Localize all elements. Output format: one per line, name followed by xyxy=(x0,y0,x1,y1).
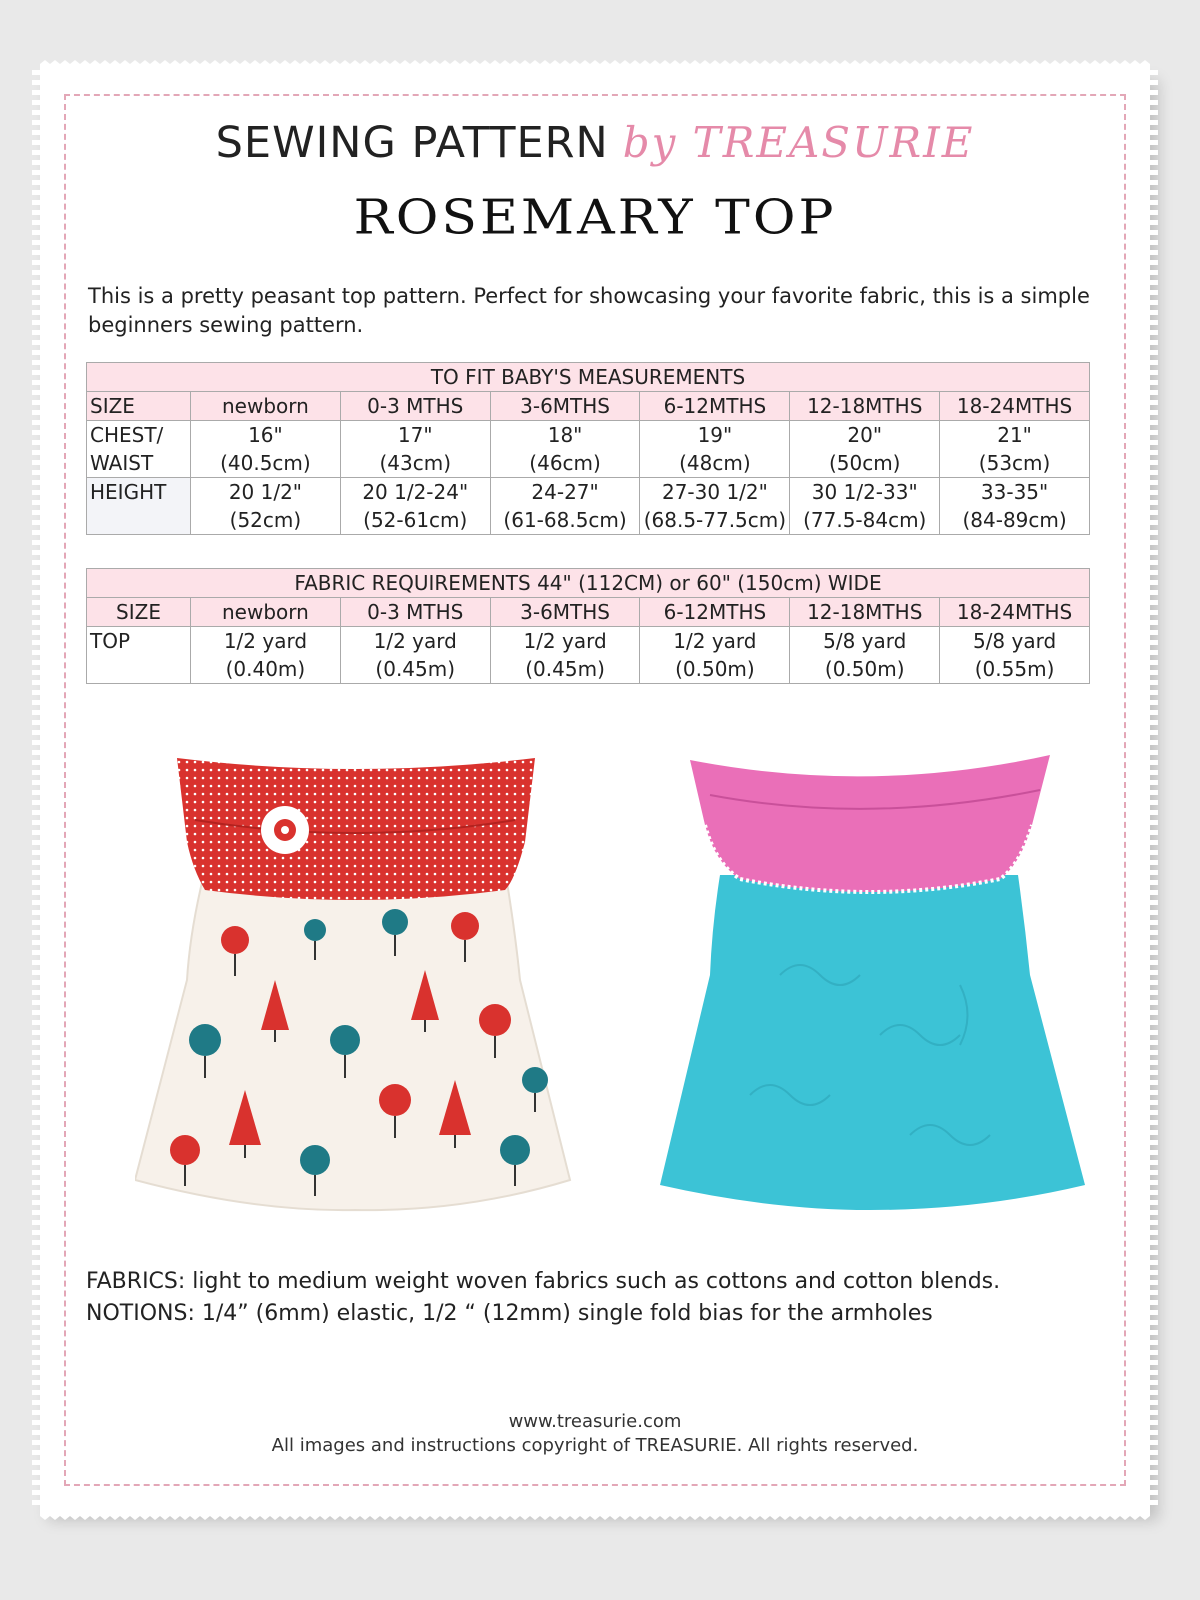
size-header: 18-24MTHS xyxy=(940,392,1090,421)
copyright-text: All images and instructions copyright of TREASURIE. All rights reserved. xyxy=(271,1435,919,1456)
top-row xyxy=(87,627,1090,684)
product-photos xyxy=(40,740,1150,1260)
row-label-line: WAIST xyxy=(90,451,154,475)
title-brand: by TREASURIE xyxy=(622,118,975,167)
cell-yard: 5/8 yard xyxy=(823,629,907,653)
cell-metre: (0.55m) xyxy=(974,657,1055,681)
size-header: 3-6MTHS xyxy=(490,598,640,627)
cell-inch: 16" xyxy=(248,423,283,447)
size-header: 6-12MTHS xyxy=(640,392,790,421)
stamp-edge-right xyxy=(1149,70,1158,1510)
fabric-title-row xyxy=(87,569,1090,598)
table-cell xyxy=(191,421,341,478)
cell-yard: 1/2 yard xyxy=(223,629,308,653)
table-cell xyxy=(640,627,790,684)
cell-cm: (77.5-84cm) xyxy=(803,508,927,532)
table-cell xyxy=(640,478,790,535)
cell-inch: 20" xyxy=(847,423,883,447)
size-header: newborn xyxy=(191,598,341,627)
table-cell xyxy=(790,421,940,478)
notions-note: NOTIONS: 1/4” (6mm) elastic, 1/2 “ (12mm) single fold bias for the armholes xyxy=(86,1301,933,1326)
row-label-height xyxy=(87,478,191,535)
row-label-chest-waist xyxy=(87,421,191,478)
table-cell xyxy=(340,478,490,535)
size-header: 18-24MTHS xyxy=(940,598,1090,627)
cell-inch: 21" xyxy=(997,423,1032,447)
cell-inch: 33-35" xyxy=(980,480,1049,504)
cell-inch: 20 1/2-24" xyxy=(362,480,469,504)
size-header: 3-6MTHS xyxy=(490,392,640,421)
table-cell xyxy=(340,627,490,684)
cell-cm: (68.5-77.5cm) xyxy=(643,508,787,532)
cell-inch: 24-27" xyxy=(531,480,599,504)
size-header: 0-3 MTHS xyxy=(340,392,490,421)
cell-cm: (52-61cm) xyxy=(363,508,468,532)
table-cell xyxy=(191,478,341,535)
pattern-card xyxy=(40,70,1150,1510)
fabric-title: FABRIC REQUIREMENTS 44" (112CM) or 60" (150cm) WIDE xyxy=(87,569,1090,598)
table-cell xyxy=(940,421,1090,478)
table-cell xyxy=(490,421,640,478)
row-label-line xyxy=(90,655,187,683)
size-header: newborn xyxy=(191,392,341,421)
product-name: ROSEMARY TOP xyxy=(353,190,837,246)
website-link[interactable]: www.treasurie.com xyxy=(508,1411,682,1432)
size-header: 12-18MTHS xyxy=(790,598,940,627)
cell-yard: 1/2 yard xyxy=(673,629,757,653)
cell-inch: 20 1/2" xyxy=(228,480,303,504)
turquoise-top-image xyxy=(660,755,1090,1215)
cell-cm: (40.5cm) xyxy=(220,451,311,475)
cell-metre: (0.45m) xyxy=(525,657,605,681)
cell-metre: (0.45m) xyxy=(375,657,456,681)
cell-inch: 18" xyxy=(547,423,583,447)
table-cell xyxy=(340,421,490,478)
fabric-size-row xyxy=(87,598,1090,627)
cell-cm: (46cm) xyxy=(529,451,601,475)
table-cell xyxy=(191,627,341,684)
cell-metre: (0.50m) xyxy=(675,657,755,681)
fabric-table xyxy=(86,568,1090,684)
stamp-edge-bottom xyxy=(40,1509,1150,1520)
measurements-table xyxy=(86,362,1090,535)
cell-yard: 5/8 yard xyxy=(972,629,1057,653)
cell-cm: (50cm) xyxy=(828,451,901,475)
row-label-line: CHEST/ xyxy=(90,423,164,447)
chest-waist-row xyxy=(87,421,1090,478)
red-print-top-image xyxy=(135,750,575,1230)
table-cell xyxy=(940,478,1090,535)
table-cell xyxy=(790,627,940,684)
intro-text: This is a pretty peasant top pattern. Perfect for showcasing your favorite fabric, this is a simple beginners sewing pattern. xyxy=(88,284,1090,337)
size-header: 12-18MTHS xyxy=(790,392,940,421)
cell-inch: 27-30 1/2" xyxy=(661,480,768,504)
cell-cm: (48cm) xyxy=(679,451,751,475)
title-main: SEWING PATTERN xyxy=(215,118,609,168)
cell-metre: (0.50m) xyxy=(824,657,905,681)
measurements-size-row xyxy=(87,392,1090,421)
table-cell xyxy=(490,478,640,535)
cell-inch: 30 1/2-33" xyxy=(811,480,918,504)
cell-cm: (61-68.5cm) xyxy=(503,508,627,532)
table-cell xyxy=(790,478,940,535)
title-line xyxy=(40,118,1150,168)
cell-inch: 17" xyxy=(397,423,433,447)
row-label-line: TOP xyxy=(90,629,131,653)
fabrics-note: FABRICS: light to medium weight woven fabrics such as cottons and cotton blends. xyxy=(86,1269,1001,1294)
size-header: 6-12MTHS xyxy=(640,598,790,627)
size-label: SIZE xyxy=(87,392,191,421)
cell-cm: (52cm) xyxy=(229,508,302,532)
measurements-title: TO FIT BABY'S MEASUREMENTS xyxy=(87,363,1090,392)
cell-cm: (84-89cm) xyxy=(962,508,1067,532)
measurements-title-row xyxy=(87,363,1090,392)
row-label-top xyxy=(87,627,191,684)
cell-inch: 19" xyxy=(697,423,733,447)
size-label: SIZE xyxy=(87,598,191,627)
row-label-line: HEIGHT xyxy=(90,480,167,504)
cell-cm: (53cm) xyxy=(978,451,1051,475)
size-header: 0-3 MTHS xyxy=(340,598,490,627)
cell-cm: (43cm) xyxy=(379,451,452,475)
notes xyxy=(86,1266,1000,1330)
cell-yard: 1/2 yard xyxy=(373,629,457,653)
cell-yard: 1/2 yard xyxy=(523,629,607,653)
height-row xyxy=(87,478,1090,535)
stamp-edge-top xyxy=(40,60,1150,71)
row-label-line xyxy=(90,506,187,534)
cell-metre: (0.40m) xyxy=(225,657,306,681)
table-cell xyxy=(490,627,640,684)
flower-button xyxy=(261,806,309,854)
table-cell xyxy=(940,627,1090,684)
table-cell xyxy=(640,421,790,478)
footer xyxy=(40,1410,1150,1458)
